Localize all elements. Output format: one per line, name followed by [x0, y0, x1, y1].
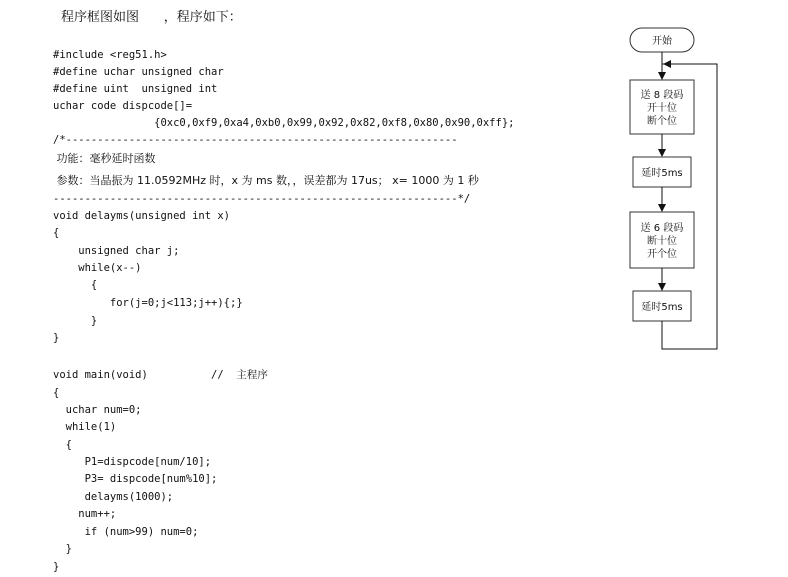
code-line: if (num>99) num=0; — [53, 526, 199, 538]
code-line: #include <reg51.h> — [53, 49, 167, 61]
code-line: { — [53, 439, 72, 451]
flowchart-process-text: 开十位 — [647, 103, 677, 114]
flowchart-start-label: 开始 — [652, 36, 672, 47]
flowchart-process-text: 断十位 — [647, 236, 677, 247]
code-line: } — [53, 315, 98, 327]
code-line: uchar code dispcode[]= — [53, 100, 193, 112]
code-line: while(x--) — [53, 262, 142, 274]
code-line: } — [53, 332, 60, 344]
code-line: { — [53, 227, 60, 239]
code-line: { — [53, 387, 60, 399]
code-comment-line: 参数：当晶振为 11.0592MHz 时，x 为 ms 数，，误差都为 17us； x= 1000 为 1 秒 — [53, 174, 479, 187]
code-line: ----------------------------------------------------------------*/ — [53, 193, 471, 205]
code-line: } — [53, 561, 60, 573]
flowchart-process-text: 开个位 — [647, 249, 677, 260]
code-comment-line: 功能：毫秒延时函数 — [53, 152, 156, 165]
code-line: P1=dispcode[num/10]; — [53, 456, 212, 468]
code-line: } — [53, 543, 72, 555]
code-line: void main(void) // 主程序 — [53, 369, 268, 381]
code-line: P3= dispcode[num%10]; — [53, 473, 218, 485]
code-line: #define uchar unsigned char — [53, 66, 224, 78]
code-line: num++; — [53, 508, 117, 520]
flowchart-delay-text: 延时5ms — [641, 168, 683, 179]
code-line: while(1) — [53, 421, 117, 433]
flowchart-process-text: 送 8 段码 — [640, 90, 684, 101]
code-line: uchar num=0; — [53, 404, 142, 416]
flowchart-process-text: 断个位 — [647, 116, 677, 127]
flowchart-process-text: 送 6 段码 — [640, 223, 684, 234]
code-line: { — [53, 279, 98, 291]
page-heading: 程序框图如图 ，程序如下： — [61, 10, 242, 25]
code-line: for(j=0;j<113;j++){;} — [53, 297, 243, 309]
code-line: /*-------------------------------------------------------------- — [53, 134, 458, 146]
flowchart-delay-text: 延时5ms — [641, 302, 683, 313]
code-line: delayms(1000); — [53, 491, 174, 503]
code-line: unsigned char j; — [53, 245, 180, 257]
code-line: #define uint unsigned int — [53, 83, 218, 95]
code-line: {0xc0,0xf9,0xa4,0xb0,0x99,0x92,0x82,0xf8,0x80,0x90,0xff}; — [53, 117, 515, 129]
code-line: void delayms(unsigned int x) — [53, 210, 231, 222]
